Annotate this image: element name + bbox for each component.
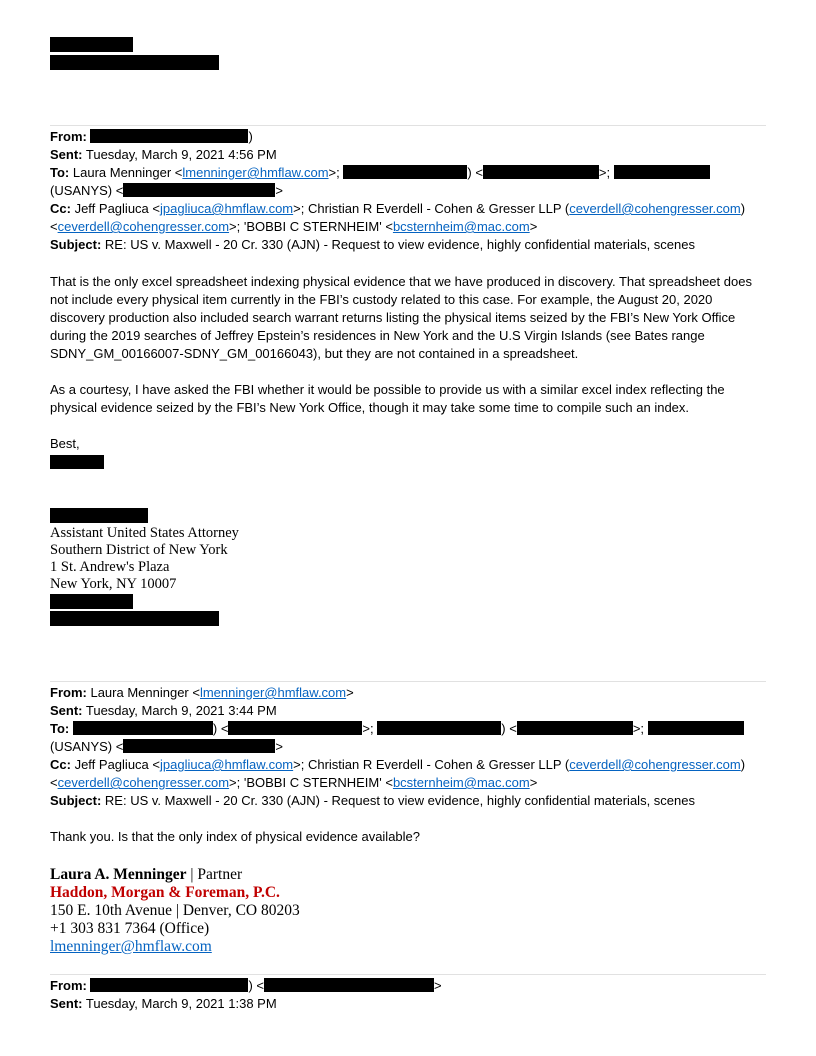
cc-separator: >; Christian R Everdell - Cohen & Gresser LLP (: [293, 757, 570, 772]
subject-label: Subject:: [50, 793, 102, 808]
sent-label: Sent:: [50, 996, 83, 1011]
redaction-block: [50, 611, 219, 626]
sig-email: [50, 938, 212, 956]
cc-separator: >; 'BOBBI C STERNHEIM' <: [229, 775, 393, 790]
sent-value: Tuesday, March 9, 2021 4:56 PM: [85, 147, 277, 162]
email1-closing: Best,: [50, 436, 80, 451]
from-tail: ): [248, 129, 253, 144]
redaction-block: [73, 721, 213, 735]
email-link[interactable]: lmenninger@hmflaw.com: [50, 938, 212, 955]
email1-cc-line2: [50, 218, 537, 236]
subject-label: Subject:: [50, 237, 102, 252]
email1-to-line: [50, 164, 710, 182]
to-label: To:: [50, 721, 70, 736]
cc-separator: <: [50, 775, 58, 790]
redaction-block: [50, 455, 104, 469]
from-label: From:: [50, 685, 87, 700]
redaction-block: [50, 37, 133, 52]
sig-name-line: [50, 866, 242, 884]
redaction-block: [377, 721, 501, 735]
subject-value: RE: US v. Maxwell - 20 Cr. 330 (AJN) - Request to view evidence, highly confidential materials, scenes: [104, 237, 695, 252]
from-prefix: Laura Menninger <: [90, 685, 200, 700]
to-separator: >;: [362, 721, 374, 736]
cc-separator: >: [529, 775, 538, 790]
email1-to-line2: [50, 182, 283, 200]
subject-value: RE: US v. Maxwell - 20 Cr. 330 (AJN) - Request to view evidence, highly confidential materials, scenes: [104, 793, 695, 808]
sig-office: Southern District of New York: [50, 542, 228, 558]
cc-separator: ): [740, 201, 746, 216]
redaction-block: [123, 183, 275, 197]
to-label: To:: [50, 165, 70, 180]
sent-label: Sent:: [50, 147, 83, 162]
redaction-block: [614, 165, 710, 179]
email1-sent-line: [50, 146, 277, 164]
email-link[interactable]: ceverdell@cohengresser.com: [57, 775, 230, 790]
email2-to-line: [50, 720, 744, 738]
email2-sent-line: [50, 702, 277, 720]
sig-address: 150 E. 10th Avenue | Denver, CO 80203: [50, 902, 300, 919]
sig-address: 1 St. Andrew's Plaza: [50, 559, 170, 575]
email-link[interactable]: ceverdell@cohengresser.com: [57, 219, 230, 234]
redaction-block: [50, 508, 148, 523]
sig-firm: Haddon, Morgan & Foreman, P.C.: [50, 884, 280, 901]
cc-separator: >; Christian R Everdell - Cohen & Gresser LLP (: [293, 201, 570, 216]
redaction-block: [50, 55, 219, 70]
email-link[interactable]: ceverdell@cohengresser.com: [569, 201, 741, 216]
cc-label: Cc:: [50, 757, 71, 772]
cc-separator: ): [740, 757, 746, 772]
email2-subject-line: [50, 792, 695, 810]
to-separator: >;: [328, 165, 340, 180]
redaction-block: [90, 978, 248, 992]
to-separator: ) <: [212, 721, 229, 736]
from-label: From:: [50, 129, 87, 144]
email-link[interactable]: lmenninger@hmflaw.com: [182, 165, 329, 180]
to-separator: ) <: [467, 165, 483, 180]
email2-cc-line2: [50, 774, 537, 792]
to-separator: >;: [598, 165, 611, 180]
to-prefix: Laura Menninger <: [72, 165, 183, 180]
redaction-block: [343, 165, 467, 179]
redaction-block: [90, 129, 248, 143]
cc-prefix: Jeff Pagliuca <: [74, 201, 160, 216]
cc-prefix: Jeff Pagliuca <: [74, 757, 160, 772]
sig-phone: +1 303 831 7364 (Office): [50, 920, 210, 937]
to-suffix: >: [275, 183, 283, 198]
redaction-block: [517, 721, 633, 735]
to-separator: ) <: [501, 721, 517, 736]
to-prefix: (USANYS) <: [50, 739, 124, 754]
cc-separator: <: [50, 219, 58, 234]
divider: [50, 125, 766, 126]
email2-body: Thank you. Is that the only index of physical evidence available?: [50, 829, 421, 844]
redaction-block: [50, 594, 133, 609]
email1-from-line: [50, 128, 253, 146]
email-link[interactable]: bcsternheim@mac.com: [392, 775, 530, 790]
cc-separator: >; 'BOBBI C STERNHEIM' <: [229, 219, 393, 234]
from-suffix: >: [434, 978, 442, 993]
email1-cc-line: [50, 200, 745, 218]
from-label: From:: [50, 978, 87, 993]
redaction-block: [123, 739, 275, 753]
email2-to-line2: [50, 738, 283, 756]
sig-name: Laura A. Menninger: [50, 866, 187, 883]
email1-body-paragraph: As a courtesy, I have asked the FBI whether it would be possible to provide us with a similar excel index reflecting the physical evidence seized by the FBI’s New York Office, though it may take some time to compile such an index.: [50, 382, 725, 415]
email1-subject-line: [50, 236, 695, 254]
sig-role: | Partner: [186, 866, 243, 883]
email3-from-line: [50, 977, 442, 995]
cc-separator: >: [529, 219, 538, 234]
to-prefix: (USANYS) <: [50, 183, 124, 198]
sent-value: Tuesday, March 9, 2021 3:44 PM: [85, 703, 277, 718]
email-link[interactable]: ceverdell@cohengresser.com: [569, 757, 741, 772]
email-link[interactable]: jpagliuca@hmflaw.com: [159, 757, 294, 772]
redaction-block: [648, 721, 744, 735]
redaction-block: [483, 165, 599, 179]
sent-value: Tuesday, March 9, 2021 1:38 PM: [85, 996, 277, 1011]
redaction-block: [228, 721, 362, 735]
to-separator: >;: [632, 721, 645, 736]
email-link[interactable]: lmenninger@hmflaw.com: [199, 685, 347, 700]
email-link[interactable]: bcsternheim@mac.com: [392, 219, 530, 234]
sig-title: Assistant United States Attorney: [50, 525, 239, 541]
sent-label: Sent:: [50, 703, 83, 718]
from-suffix: >: [346, 685, 354, 700]
to-suffix: >: [275, 739, 283, 754]
email1-body-paragraph: That is the only excel spreadsheet indexing physical evidence that we have produced in discovery. That spreadsheet does not include every physical item currently in the FBI’s custody related to this case. For example, the August 20, 2020 discovery production also included search warrant returns listing the physical items seized by the FBI’s New York Office during the 2019 searches of Jeffrey Epstein’s residences in New York and the U.S Virgin Islands (see Bates range SDNY_GM_00166007-SDNY_GM_00166043), but they are not contained in a spreadsheet.: [50, 274, 752, 361]
from-separator: ) <: [248, 978, 265, 993]
email-link[interactable]: jpagliuca@hmflaw.com: [159, 201, 294, 216]
cc-label: Cc:: [50, 201, 71, 216]
divider: [50, 974, 766, 975]
email2-cc-line: [50, 756, 745, 774]
divider: [50, 681, 766, 682]
email2-from-line: [50, 684, 354, 702]
email3-sent-line: [50, 995, 277, 1013]
sig-address: New York, NY 10007: [50, 576, 177, 592]
redaction-block: [264, 978, 434, 992]
